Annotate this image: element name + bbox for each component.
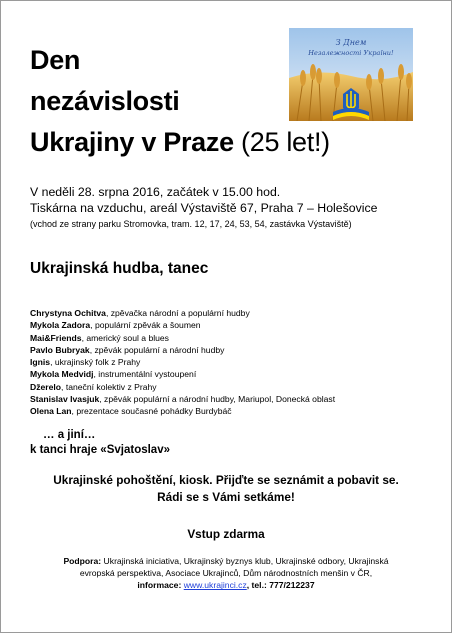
support-label: Podpora: bbox=[63, 556, 102, 566]
performer-item bbox=[30, 405, 335, 417]
banner-line-2: Незалежності України! bbox=[308, 49, 394, 57]
performer-name: Stanislav Ivasjuk bbox=[30, 394, 100, 405]
support-block bbox=[0, 555, 452, 592]
performer-name: Mai&Friends bbox=[30, 332, 82, 343]
performer-item bbox=[30, 332, 335, 344]
section-heading: Ukrajinská hudba, tanec bbox=[30, 260, 209, 277]
performer-name: Pavlo Bubryak bbox=[30, 344, 90, 355]
performer-desc: , zpěvák populární a národní hudby, Mariupol, Donecká oblast bbox=[99, 394, 336, 405]
refreshments-note bbox=[0, 472, 452, 506]
performer-desc: , instrumentální vystoupení bbox=[93, 369, 197, 380]
refreshments-line-2: Rádi se s Vámi setkáme! bbox=[157, 490, 295, 504]
event-date: V neděli 28. srpna 2016, začátek v 15.00 hod. bbox=[30, 185, 281, 199]
performer-item bbox=[30, 319, 335, 331]
banner-text bbox=[289, 38, 413, 58]
performer-name: Mykola Zadora bbox=[30, 320, 91, 331]
performer-name: Džerelo bbox=[30, 381, 62, 392]
page-title bbox=[30, 40, 330, 163]
support-orgs-1: Ukrajinská iniciativa, Ukrajinský byznys klub, Ukrajinské odbory, Ukrajinská bbox=[101, 556, 389, 566]
performer-desc: , prezentace současné pohádky Burdybáč bbox=[71, 406, 232, 417]
performer-item bbox=[30, 307, 335, 319]
independence-day-image bbox=[289, 28, 413, 121]
free-entry-text: Vstup zdarma bbox=[187, 527, 265, 541]
performer-item bbox=[30, 356, 335, 368]
dance-band-text: k tanci hraje «Svjatoslav» bbox=[30, 444, 170, 456]
performer-list bbox=[30, 307, 335, 418]
event-details bbox=[30, 184, 377, 232]
support-line-3 bbox=[0, 579, 452, 591]
title-line-3 bbox=[30, 122, 330, 163]
performer-name: Olena Lan bbox=[30, 406, 72, 417]
performer-item bbox=[30, 344, 335, 356]
event-venue: Tiskárna na vzduchu, areál Výstaviště 67, Praha 7 – Holešovice bbox=[30, 201, 378, 215]
performer-desc: , populární zpěvák a šoumen bbox=[90, 320, 201, 331]
performer-name: Ignis bbox=[30, 357, 51, 368]
performer-item bbox=[30, 381, 335, 393]
website-link[interactable]: www.ukrajinci.cz bbox=[183, 580, 247, 591]
performer-desc: , americký soul a blues bbox=[81, 332, 169, 343]
more-performers bbox=[30, 428, 170, 458]
refreshments-line-1: Ukrajinské pohoštění, kiosk. Přijďte se seznámit a pobavit se. bbox=[53, 473, 399, 487]
performer-item bbox=[30, 393, 335, 405]
title-line-2: nezávislosti bbox=[30, 86, 180, 116]
performer-desc: , zpěvačka národní a populární hudby bbox=[105, 308, 250, 318]
banner-line-1: З Днем bbox=[335, 38, 367, 47]
performer-desc: , zpěvák populární a národní hudby bbox=[89, 344, 225, 355]
title-line-1: Den bbox=[30, 45, 81, 75]
event-directions: (vchod ze strany parku Stromovka, tram. 12, 17, 24, 53, 54, zastávka Výstaviště) bbox=[30, 219, 352, 229]
support-line-2: evropská perspektiva, Asociace Ukrajinců, Dům národnostních menšin v ČR, bbox=[79, 568, 373, 579]
performer-desc: , taneční kolektiv z Prahy bbox=[61, 381, 157, 392]
performer-name: Chrystyna Ochitva bbox=[30, 308, 106, 318]
phone-number: , tel.: 777/212237 bbox=[246, 580, 315, 591]
title-main: Ukrajiny v Praze bbox=[30, 127, 234, 157]
support-line-1 bbox=[0, 555, 452, 567]
performer-name: Mykola Medvidj bbox=[30, 369, 94, 380]
and-others-text: … a jiní… bbox=[43, 429, 96, 441]
title-anniversary: (25 let!) bbox=[241, 127, 330, 157]
performer-desc: , ukrajinský folk z Prahy bbox=[50, 357, 141, 368]
performer-item bbox=[30, 368, 335, 380]
contact-prefix: informace: bbox=[137, 580, 184, 591]
